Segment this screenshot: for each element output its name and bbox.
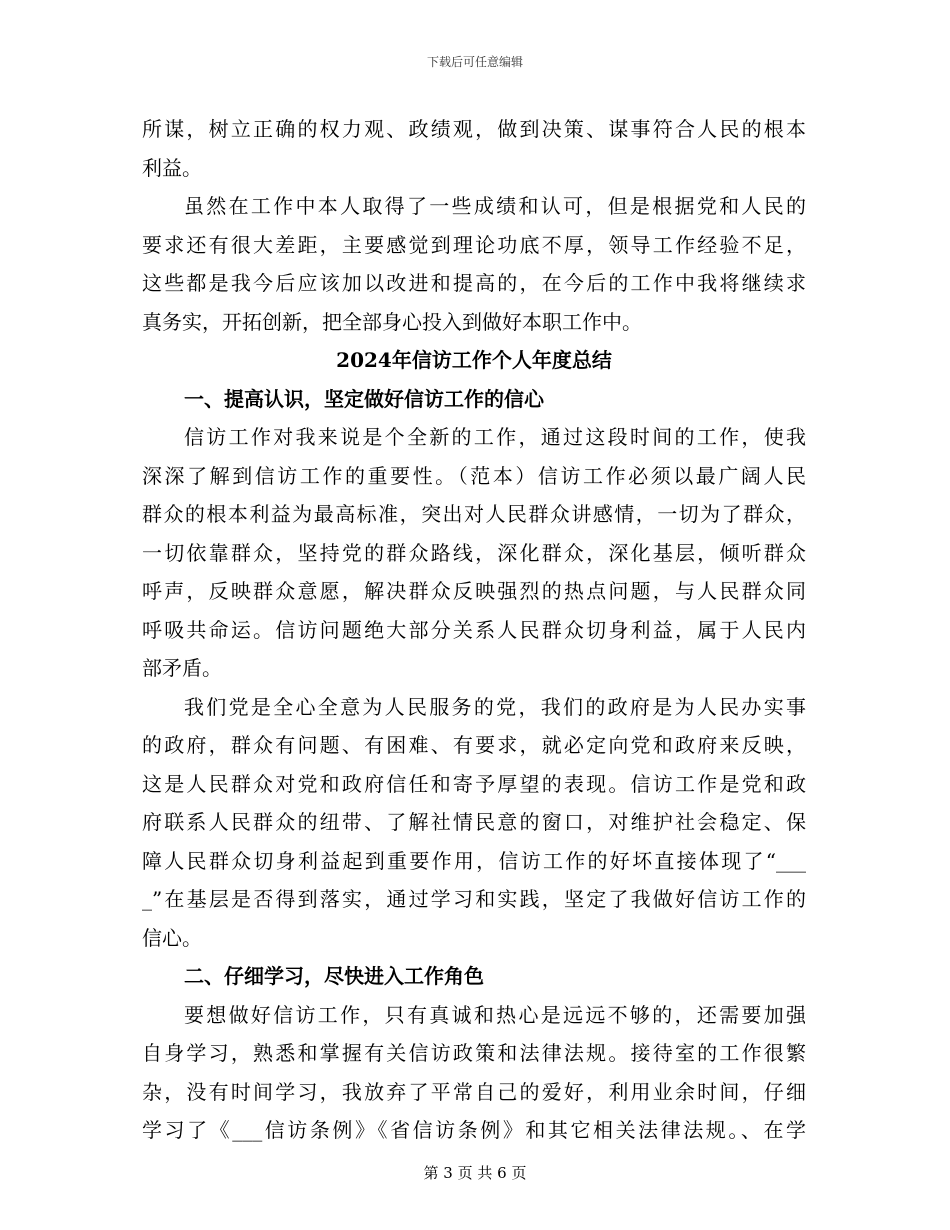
text-line: 学习了《___信访条例》《省信访条例》和其它相关法律法规。、在学 xyxy=(142,1118,806,1142)
text-line: 呼吸共命运。信访问题绝大部分关系人民群众切身利益，属于人民内 xyxy=(142,617,806,642)
text-line: 这是人民群众对党和政府信任和寄予厚望的表现。信访工作是党和政 xyxy=(142,771,806,796)
text-line: 这些都是我今后应该加以改进和提高的，在今后的工作中我将继续求 xyxy=(142,271,806,295)
text-line: 府联系人民群众的纽带、了解社情民意的窗口，对维护社会稳定、保 xyxy=(142,810,806,834)
text-line: 一切依靠群众，坚持党的群众路线，深化群众，深化基层，倾听群众 xyxy=(142,540,806,565)
text-line: 杂，没有时间学习，我放弃了平常自己的爱好，利用业余时间，仔细 xyxy=(142,1079,806,1104)
text-line: 信心。 xyxy=(142,925,202,950)
text-line: 群众的根本利益为最高标准，突出对人民群众讲感情，一切为了群众， xyxy=(142,502,806,526)
paragraph-first-line: 信访工作对我来说是个全新的工作，通过这段时间的工作，使我 xyxy=(184,425,806,449)
paragraph-first-line: 我们党是全心全意为人民服务的党，我们的政府是为人民办实事 xyxy=(184,694,806,719)
text-line: 部矛盾。 xyxy=(142,656,222,680)
text-line: 呼声，反映群众意愿，解决群众反映强烈的热点问题，与人民群众同 xyxy=(142,579,806,603)
text-line: 的政府，群众有问题、有困难、有要求，就必定向党和政府来反映， xyxy=(142,733,806,757)
section-heading-2: 二、仔细学习，尽快进入工作角色 xyxy=(184,964,484,988)
page-header-note: 下载后可任意编辑 xyxy=(426,55,523,69)
document-body xyxy=(142,110,806,1150)
text-line: 障人民群众切身利益起到重要作用，信访工作的好坏直接体现了“___ xyxy=(142,848,806,873)
paragraph-first-line: 要想做好信访工作，只有真诚和热心是远远不够的，还需要加强 xyxy=(184,1002,806,1027)
text-line: _”在基层是否得到落实，通过学习和实践，坚定了我做好信访工作的 xyxy=(142,887,806,911)
text-line: 自身学习，熟悉和掌握有关信访政策和法律法规。接待室的工作很繁 xyxy=(142,1041,806,1065)
text-line: 所谋，树立正确的权力观、政绩观，做到决策、谋事符合人民的根本 xyxy=(142,117,806,141)
text-line: 要求还有很大差距，主要感觉到理论功底不厚，领导工作经验不足， xyxy=(142,232,806,257)
document-title: 2024年信访工作个人年度总结 xyxy=(336,348,612,372)
section-heading-1: 一、提高认识，坚定做好信访工作的信心 xyxy=(184,386,544,411)
text-line: 深深了解到信访工作的重要性。（范本）信访工作必须以最广阔人民 xyxy=(142,463,806,488)
paragraph-first-line: 虽然在工作中本人取得了一些成绩和认可，但是根据党和人民的 xyxy=(184,194,806,218)
text-line: 真务实，开拓创新，把全部身心投入到做好本职工作中。 xyxy=(142,309,642,334)
text-line: 利益。 xyxy=(142,155,202,180)
page-number-footer: 第 3 页 共 6 页 xyxy=(423,1164,527,1182)
